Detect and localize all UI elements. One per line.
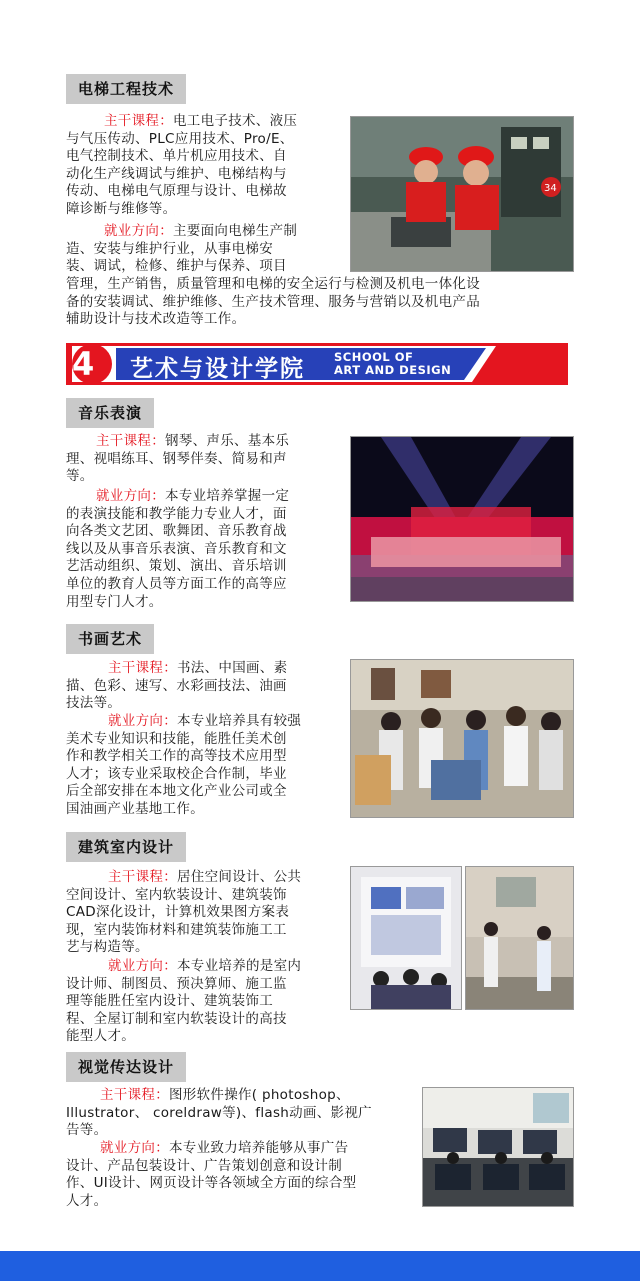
text-line: 造、安装与维护行业，从事电梯安 — [66, 240, 273, 257]
text-line: 本专业培养具有较强 — [177, 713, 302, 729]
faculty-number: 4 — [72, 345, 95, 383]
music-photo — [350, 436, 574, 602]
text-line: Illustrator、 coreldraw等)、flash动画、影视广 — [66, 1104, 372, 1121]
text-line: 后全部安排在本地文化产业公司或全 — [66, 783, 287, 800]
text-line: 居住空间设计、公共 — [177, 869, 302, 885]
courses-label: 主干课程： — [96, 433, 165, 449]
text-line: 管理，生产销售，质量管理和电梯的安全运行与检测及机电一体化设 — [66, 276, 480, 292]
text-line: 图形软件操作( photoshop、 — [169, 1087, 350, 1103]
text-line: 艺与构造等。 — [66, 939, 149, 956]
bottom-bar — [0, 1251, 640, 1281]
construction-site-image — [466, 867, 573, 1009]
section-title-music: 音乐表演 — [66, 398, 154, 428]
text-line: 人才；该专业采取校企合作制，毕业 — [66, 765, 287, 782]
courses-label: 主干课程： — [108, 660, 177, 676]
text-line: 程、全屋订制和室内软装设计的高技 — [66, 1010, 287, 1027]
text-line: 现，室内装饰材料和建筑装饰施工工 — [66, 921, 287, 938]
text-line: 主要面向电梯生产制 — [173, 223, 298, 239]
section-title-interior: 建筑室内设计 — [66, 832, 186, 862]
text-line: CAD深化设计，计算机效果图方案表 — [66, 904, 290, 921]
text-line: 与气压传动、PLC应用技术、Pro/E、 — [66, 130, 294, 147]
elevator-jobs — [66, 223, 348, 276]
visual-jobs — [66, 1140, 416, 1210]
text-line: 装、调试，检修、维护与保养、项目 — [66, 258, 287, 275]
text-line: 备的安装调试、维护维修、生产技术管理、服务与营销以及机电产品 — [66, 293, 480, 310]
text-line: 作和教学相关工作的高等技术应用型 — [66, 748, 287, 765]
music-jobs — [66, 488, 348, 611]
text-line: 单位的教育人员等方面工作的高等应 — [66, 575, 287, 592]
text-line: 线以及从事音乐表演、音乐教育和文 — [66, 540, 287, 557]
jobs-label: 就业方向： — [96, 488, 165, 504]
jobs-label: 就业方向： — [104, 223, 173, 239]
faculty-name-en-line: ART AND DESIGN — [334, 363, 452, 377]
courses-label: 主干课程： — [100, 1087, 169, 1103]
painting-jobs — [66, 713, 348, 819]
computer-lab-image — [423, 1088, 573, 1206]
text-line: 告等。 — [66, 1122, 108, 1139]
music-courses — [66, 433, 348, 486]
interior-courses — [66, 869, 348, 957]
text-line: 人才。 — [66, 1192, 108, 1209]
text-line: 描、色彩、速写、水彩画技法、油画 — [66, 677, 287, 694]
courses-label: 主干课程： — [104, 113, 173, 129]
jobs-label: 就业方向： — [100, 1140, 169, 1156]
text-line: 国油画产业基地工作。 — [66, 800, 204, 817]
text-line: 技法等。 — [66, 695, 122, 712]
elevator-workers-image — [351, 117, 573, 271]
text-line: 钢琴、声乐、基本乐 — [165, 433, 290, 449]
text-line: 理等能胜任室内设计、建筑装饰工 — [66, 993, 273, 1010]
text-line: 空间设计、室内软装设计、建筑装饰 — [66, 886, 287, 903]
text-line: 辅助设计与技术改造等工作。 — [66, 311, 246, 328]
section-title-elevator: 电梯工程技术 — [66, 74, 186, 104]
painting-class-image — [351, 660, 573, 817]
stage-performance-image — [351, 437, 573, 601]
text-line: 理、视唱练耳、钢琴伴奏、简易和声 — [66, 450, 287, 467]
text-line: 美术专业知识和技能，能胜任美术创 — [66, 730, 287, 747]
text-line: 本专业培养的是室内 — [177, 958, 302, 974]
text-line: 电工电子技术、液压 — [173, 113, 298, 129]
text-line: 传动、电梯电气原理与设计、电梯故 — [66, 183, 287, 200]
elevator-jobs-cont — [66, 276, 576, 329]
painting-photo — [350, 659, 574, 818]
elevator-photo — [350, 116, 574, 272]
text-line: 用型专门人才。 — [66, 593, 163, 610]
section-title-visual: 视觉传达设计 — [66, 1052, 186, 1082]
text-line: 设计、产品包装设计、广告策划创意和设计制 — [66, 1157, 342, 1174]
jobs-label: 就业方向： — [108, 958, 177, 974]
visual-courses — [66, 1087, 416, 1140]
photo-badge: 34 — [544, 183, 557, 194]
text-line: 动化生产线调试与维护、电梯结构与 — [66, 165, 287, 182]
text-line: 艺活动组织、策划、演出、音乐培训 — [66, 558, 287, 575]
faculty-name-en-line: SCHOOL OF — [334, 350, 414, 364]
text-line: 作、UI设计、网页设计等各领域全方面的综合型 — [66, 1175, 357, 1192]
jobs-label: 就业方向： — [108, 713, 177, 729]
painting-courses — [66, 660, 348, 713]
visual-photo — [422, 1087, 574, 1207]
text-line: 本专业致力培养能够从事广告 — [169, 1140, 349, 1156]
interior-photo-2 — [465, 866, 574, 1010]
exhibition-wall-image — [351, 867, 461, 1009]
interior-photo-1 — [350, 866, 462, 1010]
text-line: 本专业培养掌握一定 — [165, 488, 290, 504]
text-line: 的表演技能和教学能力专业人才，面 — [66, 505, 287, 522]
text-line: 能型人才。 — [66, 1028, 135, 1045]
text-line: 电气控制技术、单片机应用技术、自 — [66, 148, 287, 165]
faculty-name: 艺术与设计学院 — [130, 356, 305, 382]
text-line: 书法、中国画、素 — [177, 660, 288, 676]
text-line: 等。 — [66, 468, 94, 485]
text-line: 向各类文艺团、歌舞团、音乐教育战 — [66, 523, 287, 540]
interior-jobs — [66, 958, 348, 1046]
text-line: 设计师、制图员、预决算师、施工监 — [66, 975, 287, 992]
text-line: 障诊断与维修等。 — [66, 200, 177, 217]
courses-label: 主干课程： — [108, 869, 177, 885]
section-title-painting: 书画艺术 — [66, 624, 154, 654]
elevator-courses — [66, 113, 348, 219]
faculty-name-en — [334, 351, 451, 377]
